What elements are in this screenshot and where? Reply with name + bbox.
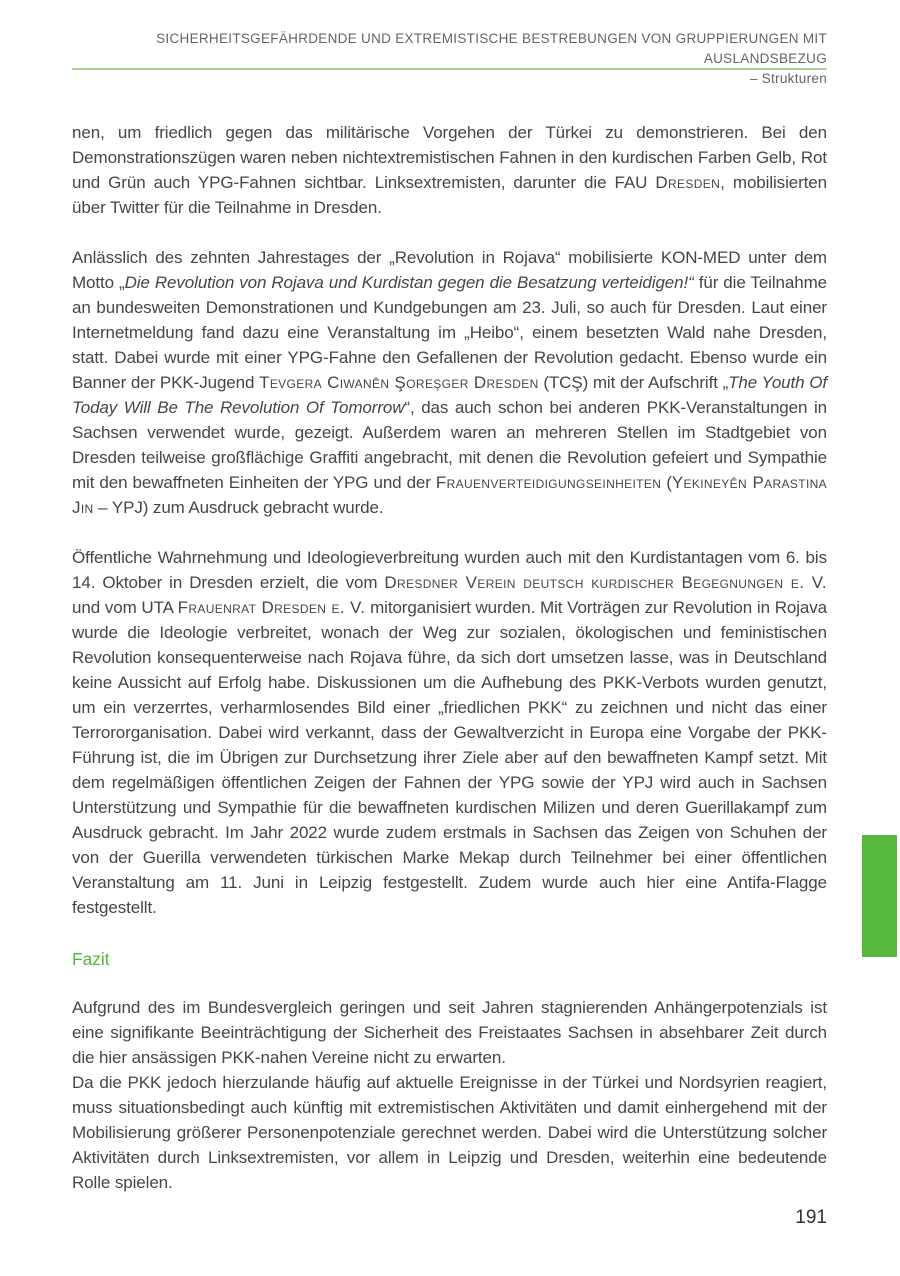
body-text: Anlässlich des zehnten Jahrestages der „Revolution in Rojava“ mobilisierte KON-MED unter dem Motto „: [72, 248, 827, 292]
body-text: , mobilisierten über Twitter für die Teilnahme in Dresden.: [72, 173, 828, 217]
body-paragraph: [72, 245, 827, 520]
smallcaps-text: Dresden: [655, 173, 721, 192]
fazit-heading: Fazit: [72, 949, 110, 969]
header-rule: [72, 68, 827, 70]
body-text: – YPJ) zum Ausdruck gebracht wurde.: [93, 498, 384, 517]
smallcaps-text: Frauenverteidigungseinheiten: [435, 473, 662, 492]
page-header: [72, 29, 827, 89]
body-text: für die Teilnahme an bundesweiten Demonstrationen und Kundgebungen am 23. Juli, so auch für Dresden. Laut einer Internetmeldung fand dazu eine Veranstaltung im „Heibo“, einem besetzten Wald nahe Dresden, statt. Dabei wurde mit einer YPG-Fahne den Gefallenen der Revolution gedacht. Ebenso wurde ein Banner der PKK-Jugend: [72, 273, 828, 392]
fazit-paragraph: [72, 995, 827, 1070]
fazit-paragraph: [72, 1070, 827, 1195]
italic-text: The Youth Of Today Will Be The Revolution Of Tomorrow: [72, 373, 827, 417]
page-content: [72, 120, 827, 1195]
body-paragraph: [72, 545, 827, 920]
body-text: (TCŞ) mit der Aufschrift „: [538, 373, 729, 392]
page-number: 191: [795, 1207, 827, 1228]
body-text: nen, um friedlich gegen das militärische Vorgehen der Türkei zu demonstrieren. Bei den Demonstrationszügen waren neben nichtextremistischen Fahnen in den kurdischen Farben Gelb, Rot und Grün auch YPG-Fahnen sichtbar. Linksextremisten, darunter die FAU: [72, 123, 827, 192]
header-chapter-title: SICHERHEITSGEFÄHRDENDE UND EXTREMISTISCHE BESTREBUNGEN VON GRUPPIERUNGEN MIT AUSLANDSBEZUG: [156, 31, 827, 66]
body-paragraph: [72, 120, 827, 220]
chapter-marker-tab: [862, 835, 897, 957]
body-text: Da die PKK jedoch hierzulande häufig auf aktuelle Ereignisse in der Türkei und Nordsyrien reagiert, muss situationsbedingt auch künftig mit extremistischen Aktivitäten und damit einhergehend mit der Mobilisierung größerer Personenpotenziale gerechnet werden. Dabei wird die Unterstützung solcher Aktivitäten durch Linksextremisten, vor allem in Leipzig und Dresden, weiterhin eine bedeutende Rolle spielen.: [72, 1073, 827, 1192]
body-text: Öffentliche Wahrnehmung und Ideologieverbreitung wurden auch mit den Kurdistantagen vom 6. bis 14. Oktober in Dresden erzielt, die vom: [72, 548, 827, 592]
smallcaps-text: Frauenrat Dresden e. V.: [177, 598, 366, 617]
body-text: mitorganisiert wurden. Mit Vorträgen zur Revolution in Rojava wurde die Ideologie verbreitet, wonach der Weg zur sozialen, ökologischen und feministischen Revolution konsequenterweise nach Rojava führe, da sich dort umsetzen lasse, was in Deutschland keine Aussicht auf Erfolg habe. Diskussionen um die Aufhebung des PKK-Verbots wurden genutzt, um ein verzerrtes, verharmlosendes Bild einer „friedlichen PKK“ zu zeichnen und nicht das einer Terrororganisation. Dabei wird verkannt, dass der Gewaltverzicht in Europa eine Vorgabe der PKK-Führung ist, die im Übrigen zur Durchsetzung ihrer Ziele aber auf den bewaffneten Kampf setzt. Mit dem regelmäßigen öffentlichen Zeigen der Fahnen der YPG sowie der YPJ wird auch in Sachsen Unterstützung und Sympathie für die bewaffneten kurdischen Milizen und deren Guerillakampf zum Ausdruck gebracht. Im Jahr 2022 wurde zudem erstmals in Sachsen das Zeigen von Schuhen der von der Guerilla verwendeten türkischen Marke Mekap durch Teilnehmer bei einer öffentlichen Veranstaltung am 11. Juni in Leipzig festgestellt. Zudem wurde auch hier eine Antifa-Flagge festgestellt.: [72, 598, 828, 917]
body-text: “, das auch schon bei anderen PKK-Veranstaltungen in Sachsen verwendet wurde, gezeigt. Außerdem waren an mehreren Stellen im Stadtgebiet von Dresden teilweise großflächige Graffiti angebracht, mit denen die Revolution gefeiert und Sympathie mit den bewaffneten Einheiten der YPG und der: [72, 398, 827, 492]
body-text: Aufgrund des im Bundesvergleich geringen und seit Jahren stagnierenden Anhängerpotenzials ist eine signifikante Beeinträchtigung der Sicherheit des Freistaates Sachsen in absehbarer Zeit durch die hier ansässigen PKK-nahen Vereine nicht zu erwarten.: [72, 998, 827, 1067]
italic-text: Die Revolution von Rojava und Kurdistan gegen die Besatzung verteidigen!“: [124, 273, 694, 292]
smallcaps-text: Yekineyên Parastina Jin: [72, 473, 827, 517]
header-section-subtitle: – Strukturen: [749, 71, 827, 86]
smallcaps-text: Tevgera Ciwanên Şoreşger Dresden: [259, 373, 539, 392]
body-text: und vom UTA: [72, 598, 178, 617]
smallcaps-text: Dresdner Verein deutsch kurdischer Begegnungen e. V.: [384, 573, 827, 592]
body-text: (: [661, 473, 672, 492]
